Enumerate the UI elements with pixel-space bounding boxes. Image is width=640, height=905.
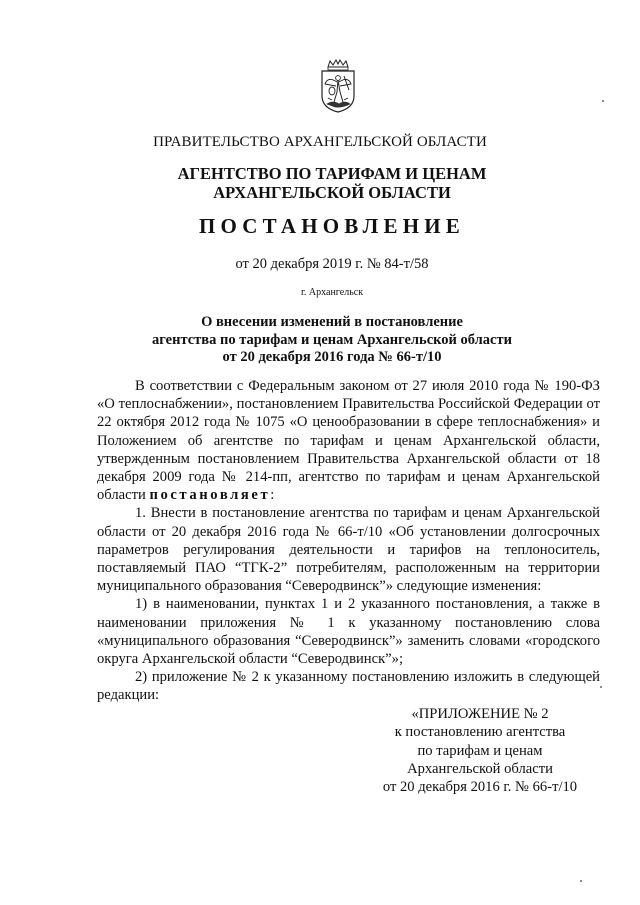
appendix-header (340, 705, 620, 796)
preamble-text: В соответствии с Федеральным законом от 27 июля 2010 года № 190-ФЗ «О теплоснабжении», постановлением Правительства Российской Федерации от 22 октября 2012 года № 1075 «О ценообразовании в сфере теплоснабжения» и Положением об агентстве по тарифам и ценам Архангельской области, утвержденным постановлением Правительства Архангельской области от 18 декабря 2009 года № 214-пп, агентство по тарифам и ценам Архангельской области (97, 378, 600, 504)
document-subject (12, 314, 640, 367)
document-type: ПОСТАНОВЛЕНИЕ (198, 214, 466, 238)
resolves-word: постановляет (149, 487, 271, 504)
coat-of-arms-icon (318, 58, 358, 114)
scan-speck (602, 100, 604, 102)
government-title: ПРАВИТЕЛЬСТВО АРХАНГЕЛЬСКОЙ ОБЛАСТИ (153, 134, 487, 150)
appendix-line4: Архангельской области (407, 760, 553, 777)
subject-line2: агентства по тарифам и ценам Архангельской области (152, 331, 512, 348)
appendix-line2: к постановлению агентства (394, 724, 566, 741)
scan-speck (580, 880, 582, 882)
subject-line1: О внесении изменений в постановление (201, 314, 463, 330)
document-body (97, 377, 600, 705)
agency-title (12, 164, 640, 202)
appendix-line3: по тарифам и ценам (417, 742, 543, 759)
item-1-paragraph: 1. Внести в постановление агентства по тарифам и ценам Архангельской области от 20 декабря 2016 года № 66-т/10 «Об установлении долгосрочных параметров регулирования деятельности и тарифов на теплоноситель, поставляемый ПАО “ТГК-2” потребителям, расположенным на территории муниципального образования “Северодвинск”» следующие изменения: (97, 505, 600, 595)
agency-title-line1: АГЕНТСТВО ПО ТАРИФАМ И ЦЕНАМ (177, 164, 487, 183)
document-city: г. Архангельск (300, 287, 364, 298)
document-date-number: от 20 декабря 2019 г. № 84-т/58 (235, 256, 429, 272)
agency-title-line2: АРХАНГЕЛЬСКОЙ ОБЛАСТИ (213, 183, 451, 202)
scan-speck (600, 686, 602, 688)
appendix-line5: от 20 декабря 2016 г. № 66-т/10 (382, 779, 578, 796)
subject-line3: от 20 декабря 2016 года № 66-т/10 (222, 349, 442, 365)
preamble-paragraph: В соответствии с Федеральным законом от 27 июля 2010 года № 190-ФЗ «О теплоснабжении», постановлением Правительства Российской Федерации от 22 октября 2012 года № 1075 «О ценообразовании в сфере теплоснабжения» и Положением об агентстве по тарифам и ценам Архангельской области, утвержденным постановлением Правительства Архангельской области от 18 декабря 2009 года № 214-пп, агентство по тарифам и ценам Архангельской области постановляет: (97, 378, 600, 504)
item-1-1-paragraph: 1) в наименовании, пунктах 1 и 2 указанного постановления, а также в наименовании приложения № 1 к указанному постановлению слова «муниципального образования “Северодвинск”» заменить словами «городского округа Архангельской области “Северодвинск”»; (97, 596, 600, 668)
item-1-2-paragraph: 2) приложение № 2 к указанному постановлению изложить в следующей редакции: (97, 669, 600, 704)
appendix-line1: «ПРИЛОЖЕНИЕ № 2 (411, 706, 549, 722)
